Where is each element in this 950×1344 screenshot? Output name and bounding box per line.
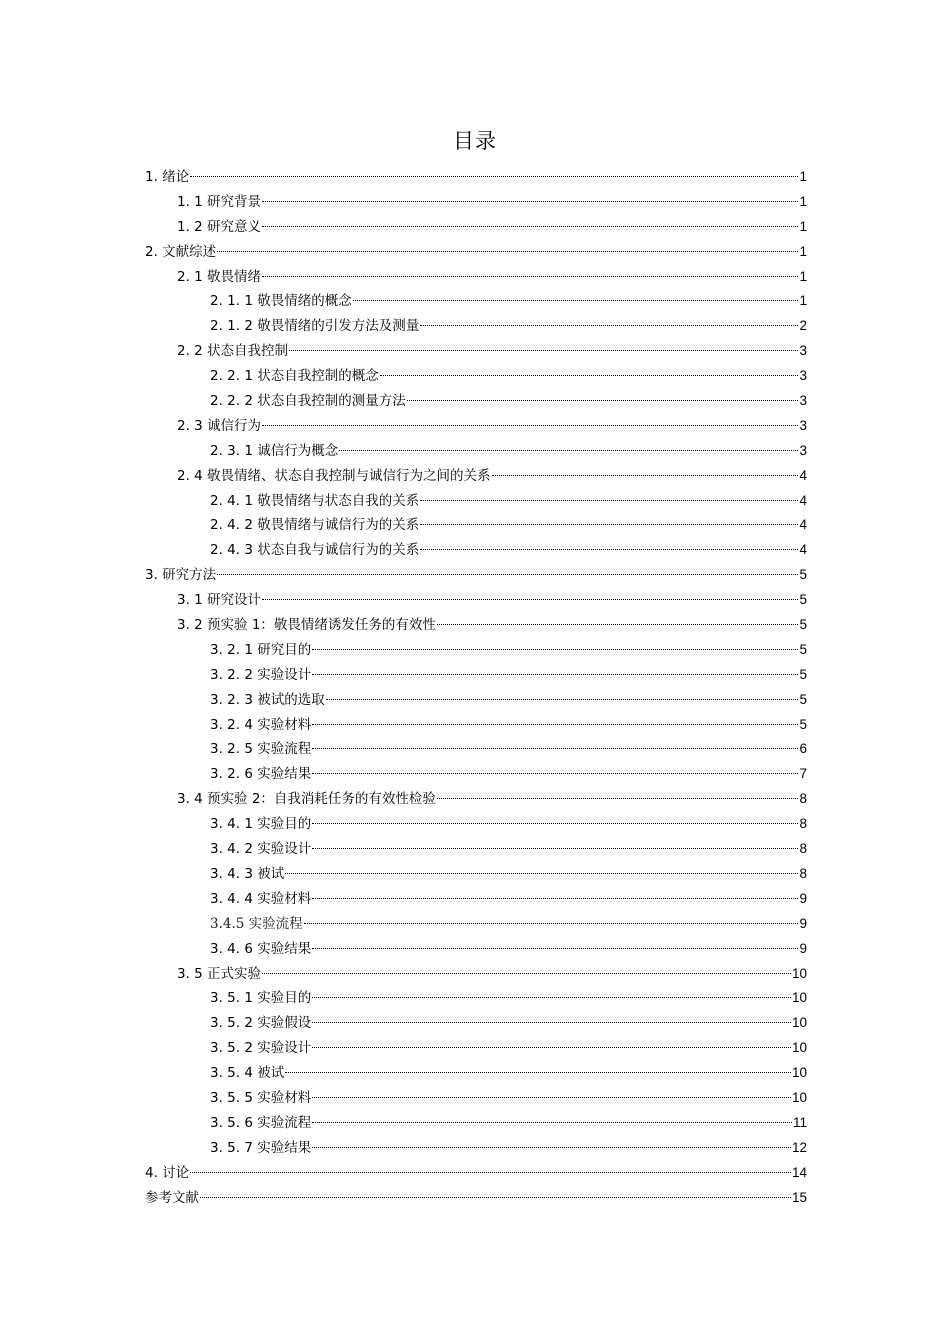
- toc-entry-label: 3. 4. 4 实验材料: [210, 890, 312, 907]
- toc-entry[interactable]: [145, 588, 807, 613]
- toc-dot-leader: [217, 574, 798, 575]
- toc-entry-page-number: 5: [799, 716, 807, 732]
- toc-dot-leader: [304, 923, 799, 924]
- toc-entry[interactable]: [145, 862, 807, 887]
- toc-entry[interactable]: [145, 439, 807, 464]
- toc-entry[interactable]: [145, 1011, 807, 1036]
- toc-entry-label: 3. 5. 5 实验材料: [210, 1089, 312, 1106]
- toc-entry-page-number: 4: [799, 492, 807, 508]
- toc-dot-leader: [312, 674, 798, 675]
- toc-entry-label: 参考文献: [145, 1189, 199, 1206]
- toc-dot-leader: [262, 425, 798, 426]
- toc-entry-label: 1. 绪论: [145, 169, 190, 185]
- toc-entry-label: 3. 2. 3 被试的选取: [210, 691, 325, 708]
- toc-entry[interactable]: [145, 688, 807, 713]
- toc-entry-label: 3. 4. 6 实验结果: [210, 940, 312, 957]
- toc-entry-page-number: 12: [791, 1139, 807, 1155]
- toc-entry-label: 3. 5. 2 实验设计: [210, 1040, 312, 1057]
- toc-entry[interactable]: [145, 339, 807, 364]
- toc-entry-label: 3. 2. 2 实验设计: [210, 666, 312, 683]
- toc-entry-page-number: 5: [799, 666, 807, 682]
- toc-entry-page-number: 3: [799, 368, 807, 384]
- toc-entry[interactable]: [145, 787, 807, 812]
- toc-entry[interactable]: [145, 613, 807, 638]
- toc-entry-page-number: 15: [791, 1189, 807, 1205]
- toc-entry[interactable]: [145, 986, 807, 1011]
- toc-entry-page-number: 8: [799, 841, 807, 857]
- toc-dot-leader: [262, 973, 791, 974]
- toc-entry[interactable]: [145, 364, 807, 389]
- toc-dot-leader: [190, 1172, 791, 1173]
- toc-dot-leader: [200, 1197, 791, 1198]
- toc-entry-page-number: 10: [791, 965, 807, 981]
- toc-entry[interactable]: [145, 563, 807, 588]
- toc-entry-label: 3. 5. 2 实验假设: [210, 1015, 312, 1032]
- toc-entry[interactable]: [145, 240, 807, 265]
- toc-entry-label: 2. 3 诚信行为: [177, 417, 262, 434]
- toc-entry-label: 2. 2. 1 状态自我控制的概念: [210, 368, 379, 385]
- toc-entry[interactable]: [145, 1111, 807, 1136]
- toc-entry[interactable]: [145, 215, 807, 240]
- toc-entry[interactable]: [145, 414, 807, 439]
- toc-entry-page-number: 2: [799, 318, 807, 334]
- toc-entry[interactable]: [145, 538, 807, 563]
- toc-entry-label: 2. 1. 2 敬畏情绪的引发方法及测量: [210, 318, 420, 335]
- toc-entry[interactable]: [145, 289, 807, 314]
- toc-entry-label: 2. 2 状态自我控制: [177, 343, 289, 360]
- toc-entry-label: 1. 1 研究背景: [177, 193, 262, 210]
- toc-dot-leader: [285, 1072, 791, 1073]
- toc-entry-page-number: 9: [799, 890, 807, 906]
- toc-dot-leader: [339, 450, 798, 451]
- toc-entry[interactable]: [145, 837, 807, 862]
- toc-entry-label: 3. 2. 6 实验结果: [210, 766, 312, 783]
- toc-entry-page-number: 1: [799, 193, 807, 209]
- toc-entry-page-number: 3: [799, 442, 807, 458]
- toc-entry-page-number: 10: [791, 1040, 807, 1056]
- toc-entry-label: 3. 5. 6 实验流程: [210, 1114, 312, 1131]
- toc-entry-label: 3. 1 研究设计: [177, 592, 262, 609]
- toc-entry[interactable]: [145, 265, 807, 290]
- toc-entry-page-number: 11: [792, 1114, 807, 1130]
- toc-entry-label: 1. 2 研究意义: [177, 218, 262, 235]
- toc-entry-label: 3. 4. 1 实验目的: [210, 816, 312, 833]
- toc-entry-page-number: 5: [799, 567, 807, 583]
- toc-dot-leader: [262, 599, 798, 600]
- toc-dot-leader: [312, 1122, 792, 1123]
- toc-entry[interactable]: [145, 489, 807, 514]
- toc-entry-label: 3. 2. 5 实验流程: [210, 741, 312, 758]
- toc-dot-leader: [312, 773, 798, 774]
- toc-entry[interactable]: [145, 887, 807, 912]
- toc-dot-leader: [312, 1147, 791, 1148]
- toc-entry-page-number: 8: [799, 816, 807, 832]
- toc-entry-page-number: 10: [791, 1015, 807, 1031]
- toc-entry-page-number: 10: [791, 1089, 807, 1105]
- toc-entry-label: 2. 4. 1 敬畏情绪与状态自我的关系: [210, 492, 420, 509]
- toc-entry-label: 3. 5. 7 实验结果: [210, 1139, 312, 1156]
- toc-entry[interactable]: [145, 912, 807, 937]
- toc-entry-page-number: 9: [799, 915, 807, 931]
- toc-entry-label: 3. 4 预实验 2：自我消耗任务的有效性检验: [177, 791, 436, 808]
- toc-dot-leader: [420, 500, 798, 501]
- toc-entry[interactable]: [145, 762, 807, 787]
- toc-dot-leader: [285, 873, 798, 874]
- toc-dot-leader: [312, 649, 798, 650]
- toc-entry-page-number: 1: [799, 293, 807, 309]
- toc-entry-label: 2. 1 敬畏情绪: [177, 268, 262, 285]
- toc-entry-page-number: 5: [799, 592, 807, 608]
- toc-entry-page-number: 3: [799, 343, 807, 359]
- table-of-contents: [145, 165, 807, 1210]
- toc-dot-leader: [312, 1022, 791, 1023]
- toc-dot-leader: [312, 948, 798, 949]
- toc-dot-leader: [420, 524, 798, 525]
- toc-dot-leader: [326, 699, 799, 700]
- toc-entry[interactable]: [145, 1186, 807, 1211]
- toc-entry-page-number: 10: [791, 990, 807, 1006]
- toc-entry-label: 3. 2. 1 研究目的: [210, 641, 312, 658]
- toc-entry-label: 2. 1. 1 敬畏情绪的概念: [210, 293, 352, 310]
- toc-entry-label: 2. 3. 1 诚信行为概念: [210, 442, 339, 459]
- toc-entry-page-number: 4: [799, 467, 807, 483]
- page-title: 目录: [453, 129, 497, 153]
- toc-dot-leader: [312, 848, 798, 849]
- toc-dot-leader: [312, 748, 798, 749]
- toc-entry-page-number: 9: [799, 940, 807, 956]
- toc-dot-leader: [492, 475, 799, 476]
- toc-entry-label: 3. 5. 1 实验目的: [210, 990, 312, 1007]
- toc-dot-leader: [380, 375, 799, 376]
- toc-entry-label: 3. 5. 4 被试: [210, 1065, 285, 1082]
- toc-entry[interactable]: [145, 812, 807, 837]
- toc-entry[interactable]: [145, 638, 807, 663]
- toc-dot-leader: [353, 300, 799, 301]
- toc-entry[interactable]: [145, 1161, 807, 1186]
- toc-entry-label: 3. 2. 4 实验材料: [210, 716, 312, 733]
- toc-dot-leader: [312, 1047, 791, 1048]
- toc-dot-leader: [312, 997, 791, 998]
- toc-entry-page-number: 1: [799, 218, 807, 234]
- toc-entry[interactable]: [145, 1086, 807, 1111]
- toc-entry-page-number: 5: [799, 641, 807, 657]
- toc-entry-page-number: 1: [799, 268, 807, 284]
- toc-entry-page-number: 4: [799, 517, 807, 533]
- toc-entry-label: 3. 2 预实验 1：敬畏情绪诱发任务的有效性: [177, 617, 436, 634]
- toc-entry[interactable]: [145, 713, 807, 738]
- toc-dot-leader: [312, 724, 798, 725]
- toc-entry-label: 3. 研究方法: [145, 567, 217, 584]
- toc-entry[interactable]: [145, 165, 807, 190]
- toc-entry[interactable]: [145, 937, 807, 962]
- toc-dot-leader: [437, 798, 799, 799]
- toc-entry-label: 2. 文献综述: [145, 243, 217, 260]
- toc-entry-page-number: 14: [791, 1164, 807, 1180]
- toc-entry-page-number: 6: [799, 741, 807, 757]
- toc-entry-page-number: 8: [799, 865, 807, 881]
- toc-entry[interactable]: [145, 737, 807, 762]
- toc-entry-page-number: 5: [799, 691, 807, 707]
- toc-entry-label: 3. 4. 3 被试: [210, 865, 285, 882]
- toc-entry[interactable]: [145, 464, 807, 489]
- toc-entry[interactable]: [145, 663, 807, 688]
- toc-entry-page-number: 3: [799, 393, 807, 409]
- toc-entry-label: 3. 4. 2 实验设计: [210, 841, 312, 858]
- toc-entry-label: 2. 4. 2 敬畏情绪与诚信行为的关系: [210, 517, 420, 534]
- toc-entry[interactable]: [145, 1136, 807, 1161]
- toc-entry-label: 3. 5 正式实验: [177, 965, 262, 982]
- toc-dot-leader: [437, 624, 799, 625]
- toc-dot-leader: [312, 823, 798, 824]
- toc-entry-label: 2. 4. 3 状态自我与诚信行为的关系: [210, 542, 420, 559]
- toc-dot-leader: [262, 226, 798, 227]
- toc-entry-page-number: 1: [799, 169, 807, 184]
- toc-dot-leader: [262, 201, 798, 202]
- toc-dot-leader: [190, 176, 798, 177]
- toc-entry-page-number: 3: [799, 417, 807, 433]
- toc-entry[interactable]: [145, 190, 807, 215]
- toc-entry-page-number: 1: [799, 243, 807, 259]
- toc-entry-page-number: 4: [799, 542, 807, 558]
- toc-dot-leader: [312, 898, 798, 899]
- toc-dot-leader: [420, 549, 798, 550]
- toc-dot-leader: [420, 325, 798, 326]
- toc-entry-label: 4. 讨论: [145, 1164, 190, 1181]
- toc-dot-leader: [262, 276, 798, 277]
- toc-entry-label: 2. 4 敬畏情绪、状态自我控制与诚信行为之间的关系: [177, 467, 491, 484]
- toc-entry-page-number: 7: [799, 766, 807, 782]
- toc-dot-leader: [289, 350, 798, 351]
- toc-entry[interactable]: [145, 1061, 807, 1086]
- toc-entry-page-number: 5: [799, 617, 807, 633]
- toc-dot-leader: [217, 251, 798, 252]
- toc-dot-leader: [407, 400, 799, 401]
- toc-entry[interactable]: [145, 314, 807, 339]
- toc-entry-label: 2. 2. 2 状态自我控制的测量方法: [210, 393, 406, 410]
- toc-dot-leader: [312, 1097, 791, 1098]
- toc-entry-page-number: 8: [799, 791, 807, 807]
- toc-entry[interactable]: [145, 389, 807, 414]
- toc-entry-label: 3.4.5 实验流程: [210, 915, 303, 932]
- toc-entry[interactable]: [145, 513, 807, 538]
- toc-entry[interactable]: [145, 1036, 807, 1061]
- toc-entry[interactable]: [145, 962, 807, 987]
- toc-entry-page-number: 10: [791, 1065, 807, 1081]
